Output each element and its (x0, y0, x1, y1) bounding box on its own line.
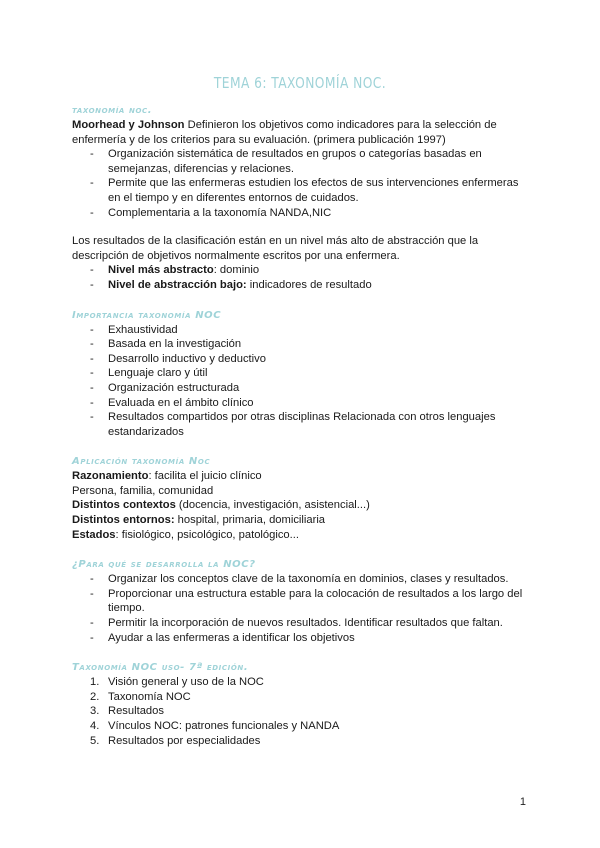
page-number: 1 (519, 796, 526, 808)
list-item (90, 690, 532, 705)
line-label: Razonamiento (72, 470, 149, 483)
section-heading-para-que: ¿Para qué se desarrolla la NOC? (72, 559, 256, 571)
item-text: Resultados por especialidades (108, 734, 261, 747)
level-label: Nivel más abstracto (108, 264, 214, 277)
list-item (108, 278, 532, 293)
purpose-list (72, 572, 532, 645)
item-text: Taxonomía NOC (108, 690, 191, 703)
taxonomy-list (72, 147, 532, 220)
list-item (108, 263, 532, 278)
application-line (72, 528, 532, 543)
edition-list (72, 675, 532, 748)
line-label: Distintos entornos: (72, 514, 175, 527)
item-text: Visión general y uso de la NOC (108, 676, 264, 689)
section-heading-aplicacion: Aplicación taxonomía Noc (72, 456, 211, 468)
section-heading-taxonomia: taxonomía noc. (72, 105, 153, 116)
application-line (72, 469, 532, 484)
list-item: - Ayudar a las enfermeras a identificar los objetivos (108, 631, 532, 646)
section-heading-uso: Taxonomía NOC uso- 7ª edición. (72, 662, 249, 674)
abstraction-paragraph: Los resultados de la clasificación están en un nivel más alto de abstracción que la descripción de objetivos normalmente escritos por una enfermera. (72, 235, 479, 262)
list-item (90, 675, 532, 690)
list-item: - Lenguaje claro y útil (108, 366, 532, 381)
section-heading-importancia: Importancia taxonomía NOC (72, 309, 222, 321)
item-text: Vínculos NOC: patrones funcionales y NANDA (108, 720, 340, 732)
item-number: 1. (90, 676, 100, 689)
list-item: - Basada en la investigación (108, 337, 532, 352)
line-label: Estados (72, 528, 116, 541)
line-label: Distintos contextos (72, 499, 176, 512)
intro-authors: Moorhead y Johnson (72, 119, 185, 131)
line-value: : facilita el juicio clínico (148, 470, 262, 483)
importance-list (72, 323, 532, 440)
list-item: - Exhaustividad (108, 323, 532, 338)
level-value: indicadores de resultado (246, 278, 372, 291)
line-value: : fisiológico, psicológico, patológico... (115, 528, 299, 541)
item-number: 4. (90, 720, 100, 732)
list-item: - Desarrollo inductivo y deductivo (108, 352, 532, 367)
list-item: - Evaluada en el ámbito clínico (108, 396, 532, 411)
levels-list (72, 263, 532, 292)
level-value: : dominio (213, 264, 260, 277)
line-value: Persona, familia, comunidad (72, 484, 214, 497)
intro-text: Definieron los objetivos como indicadores para la selección de enfermería y de los criterios para su evaluación. (primera publicación 1997) (72, 119, 497, 146)
level-label: Nivel de abstracción bajo: (108, 278, 247, 291)
list-item: - Resultados compartidos por otras disciplinas Relacionada con otros lenguajes estandarizados (108, 410, 532, 439)
list-item (90, 719, 532, 734)
application-line (72, 513, 532, 528)
list-item: - Complementaria a la taxonomía NANDA,NIC (108, 206, 532, 221)
document-body (72, 104, 532, 748)
line-value: hospital, primaria, domiciliaria (174, 514, 326, 527)
list-item: - Permite que las enfermeras estudien los efectos de sus intervenciones enfermeras en el tiempo y en diferentes entornos de cuidados. (108, 176, 532, 205)
item-text: Resultados (108, 705, 164, 718)
list-item: - Organización sistemática de resultados en grupos o categorías basadas en semejanzas, diferencias y relaciones. (108, 147, 532, 176)
item-number: 2. (90, 690, 100, 703)
application-line (72, 484, 532, 499)
line-value: (docencia, investigación, asistencial...) (175, 499, 370, 512)
list-item: - Proporcionar una estructura estable para la colocación de resultados a los largo del tiempo. (108, 587, 532, 616)
list-item: - Permitir la incorporación de nuevos resultados. Identificar resultados que faltan. (108, 616, 532, 631)
list-item: - Organización estructurada (108, 381, 532, 396)
item-number: 3. (90, 705, 100, 718)
list-item: - Organizar los conceptos clave de la taxonomía en dominios, clases y resultados. (108, 572, 532, 587)
list-item (90, 734, 532, 749)
intro-paragraph (72, 118, 532, 147)
application-line (72, 498, 532, 513)
document-title: TEMA 6: TAXONOMÍA NOC. (213, 74, 387, 92)
item-number: 5. (90, 734, 100, 747)
list-item (90, 704, 532, 719)
